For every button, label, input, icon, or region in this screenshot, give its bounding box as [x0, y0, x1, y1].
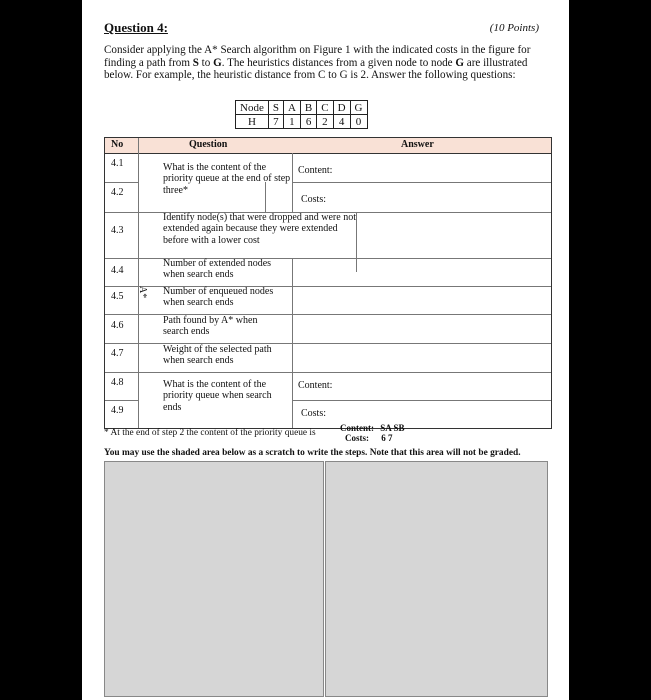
header-answer: Answer — [401, 139, 434, 150]
row-number: 4.7 — [111, 348, 124, 359]
heuristic-cell: 7 — [268, 115, 283, 129]
footnote-step2: * At the end of step 2 the content of the priority queue is — [104, 428, 316, 438]
heuristic-value-row — [236, 115, 368, 129]
question-4-1-4-2: What is the content of the priority queue at the end of step three* — [163, 162, 291, 196]
row-divider — [292, 400, 551, 401]
row-number: 4.9 — [111, 405, 124, 416]
heuristic-cell: D — [333, 101, 350, 115]
document-page — [82, 0, 569, 700]
heuristic-cell: 0 — [350, 115, 367, 129]
heuristic-cell: S — [268, 101, 283, 115]
costs-label: Costs: — [301, 194, 327, 205]
question-4-8-4-9: What is the content of the priority queue when search ends — [163, 379, 272, 413]
row-number: 4.2 — [111, 187, 124, 198]
heuristic-cell: A — [283, 101, 300, 115]
footnote-costs-label: Costs: — [345, 432, 369, 443]
question-4-7: Weight of the selected path when search ends — [163, 344, 272, 367]
heuristic-cell: 6 — [300, 115, 316, 129]
heuristic-table — [235, 100, 368, 129]
questions-table — [104, 137, 552, 429]
heuristic-cell: B — [300, 101, 316, 115]
column-divider — [138, 138, 139, 428]
column-divider — [292, 258, 293, 372]
heuristic-cell: 1 — [283, 115, 300, 129]
row-divider — [105, 182, 138, 183]
points-label: (10 Points) — [489, 22, 539, 34]
row-number: 4.8 — [111, 377, 124, 388]
scratch-area-left[interactable] — [104, 461, 324, 697]
row-divider — [105, 400, 138, 401]
heuristic-cell: C — [317, 101, 333, 115]
footnote-queue — [340, 424, 405, 443]
questions-table-header — [105, 138, 551, 154]
row-divider — [105, 372, 551, 373]
row-number: 4.3 — [111, 225, 124, 236]
astar-side-mark: A* — [137, 286, 148, 299]
row-number: 4.6 — [111, 320, 124, 331]
question-4-5: Number of enqueued nodes when search ends — [163, 286, 274, 309]
footnote-costs-value: 6 7 — [381, 432, 393, 443]
question-title: Question 4: — [104, 20, 168, 35]
heuristic-cell: H — [236, 115, 269, 129]
costs-label: Costs: — [301, 408, 327, 419]
heuristic-cell: G — [350, 101, 367, 115]
row-number: 4.1 — [111, 158, 124, 169]
scratch-note: You may use the shaded area below as a scratch to write the steps. Note that this area will not be graded. — [104, 448, 521, 458]
content-label: Content: — [298, 380, 333, 391]
footnote-content-value: SA SB — [380, 423, 405, 433]
heuristic-cell: Node — [236, 101, 269, 115]
heuristic-cell: 4 — [333, 115, 350, 129]
heuristic-cell: 2 — [317, 115, 333, 129]
header-no: No — [111, 139, 124, 150]
intro-paragraph: Consider applying the A* Search algorithm on Figure 1 with the indicated costs in the figure for finding a path from S to G. The heuristics distances from a given node to node G are illustrated below. For example, the heuristic distance from C to G is 2. Answer the following questions: — [104, 44, 531, 82]
content-label: Content: — [298, 165, 333, 176]
heuristic-node-row — [236, 101, 368, 115]
row-divider — [292, 182, 551, 183]
question-4-3: Identify node(s) that were dropped and were not extended again because they were extended before with a lower cost — [163, 212, 356, 246]
footnote-content-label: Content: — [340, 423, 374, 433]
question-4-6: Path found by A* when search ends — [163, 315, 258, 338]
scratch-area-right[interactable] — [325, 461, 548, 697]
header-question: Question — [189, 139, 228, 150]
question-4-4: Number of extended nodes when search ends — [163, 258, 272, 281]
row-number: 4.5 — [111, 291, 124, 302]
row-number: 4.4 — [111, 265, 124, 276]
